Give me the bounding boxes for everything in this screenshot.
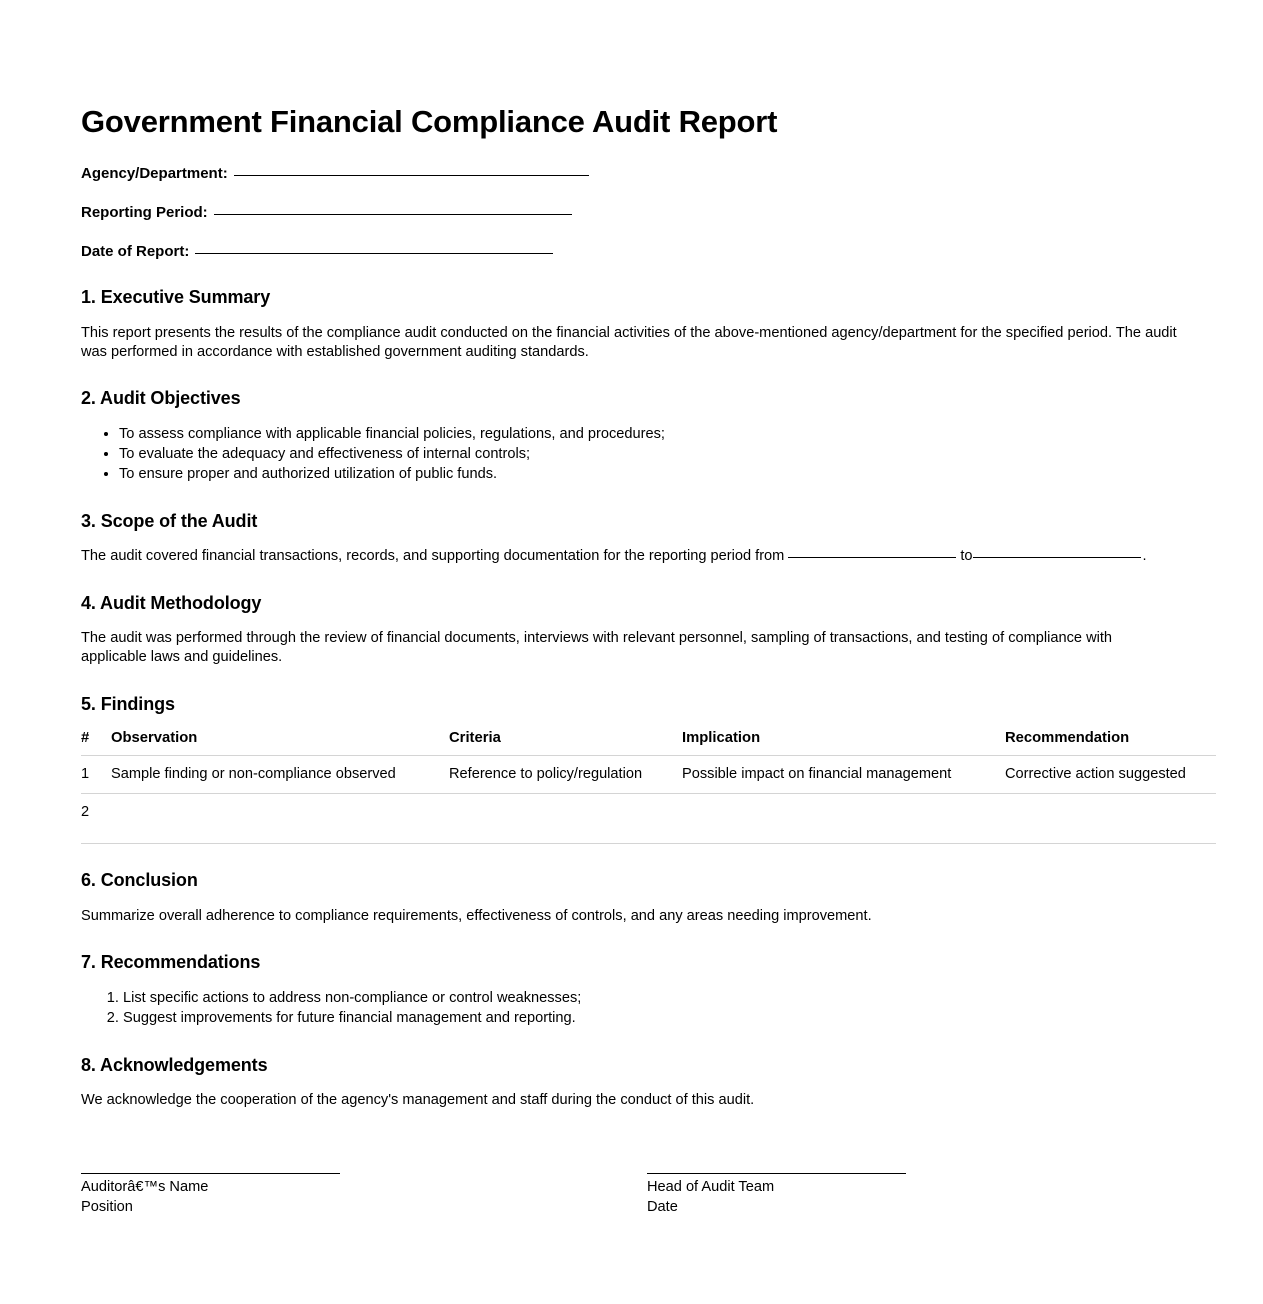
- agency-department-input[interactable]: [234, 175, 589, 176]
- meta-label-reporting-period: Reporting Period:: [81, 204, 208, 222]
- signature-block-head-of-audit: [647, 1173, 906, 1217]
- paragraph-acknowledgements: We acknowledge the cooperation of the agency's management and staff during the conduct of this audit.: [81, 1092, 755, 1109]
- table-row: [81, 794, 1216, 844]
- list-item: • To ensure proper and authorized utilization of public funds.: [119, 465, 1180, 485]
- cell-recommendation[interactable]: [1005, 794, 1216, 844]
- heading-acknowledgements: 8. Acknowledgements: [81, 1054, 268, 1075]
- heading-findings: 5. Findings: [81, 693, 175, 714]
- column-header-number: #: [81, 730, 111, 756]
- scope-text-after: .: [1142, 548, 1147, 565]
- heading-conclusion: 6. Conclusion: [81, 870, 198, 891]
- cell-criteria[interactable]: [449, 794, 682, 844]
- meta-label-agency: Agency/Department:: [81, 165, 228, 183]
- list-item: • To evaluate the adequacy and effectiveness of internal controls;: [119, 445, 1180, 465]
- signature-line-auditor[interactable]: [81, 1173, 340, 1174]
- cell-recommendation[interactable]: Corrective action suggested: [1005, 756, 1216, 794]
- date-of-report-input[interactable]: [195, 253, 553, 254]
- findings-table: [81, 730, 1216, 844]
- cell-criteria[interactable]: Reference to policy/regulation: [449, 756, 682, 794]
- signature-label-auditor-position: Position: [81, 1198, 133, 1215]
- column-header-criteria: Criteria: [449, 730, 682, 756]
- list-recommendations: [81, 989, 1180, 1029]
- paragraph-scope: [81, 547, 1179, 566]
- paragraph-methodology: The audit was performed through the review of financial documents, interviews with relevant personnel, sampling of transactions, and testing of compliance with applicable laws and guidelines.: [81, 630, 1113, 666]
- scope-text-before: The audit covered financial transactions, records, and supporting documentation for the reporting period from: [81, 548, 785, 565]
- signature-section: [81, 1173, 1180, 1253]
- list-item: 2. Suggest improvements for future financial management and reporting.: [123, 1009, 1180, 1029]
- table-row: [81, 756, 1216, 794]
- column-header-recommendation: Recommendation: [1005, 730, 1216, 756]
- signature-label-date: Date: [647, 1198, 678, 1215]
- meta-field-reporting-period: [81, 204, 1180, 222]
- paragraph-executive-summary: This report presents the results of the compliance audit conducted on the financial activities of the above-mentioned agency/department for the specified period. The audit was performed in accordance with established government auditing standards.: [81, 324, 1177, 360]
- heading-executive-summary: 1. Executive Summary: [81, 287, 271, 308]
- page-title: Government Financial Compliance Audit Report: [81, 104, 778, 139]
- paragraph-conclusion: Summarize overall adherence to compliance requirements, effectiveness of controls, and any areas needing improvement.: [81, 907, 872, 924]
- list-item: 1. List specific actions to address non-compliance or control weaknesses;: [123, 989, 1180, 1009]
- table-header-row: [81, 730, 1216, 756]
- cell-observation[interactable]: [111, 794, 449, 844]
- meta-field-agency: [81, 165, 1180, 183]
- meta-label-date-of-report: Date of Report:: [81, 243, 190, 261]
- cell-number: 1: [81, 756, 111, 794]
- reporting-period-input[interactable]: [214, 214, 572, 215]
- list-item: • To assess compliance with applicable financial policies, regulations, and procedures;: [119, 425, 1180, 445]
- column-header-observation: Observation: [111, 730, 449, 756]
- signature-line-head-of-audit[interactable]: [647, 1173, 906, 1174]
- scope-text-middle: to: [960, 548, 973, 565]
- signature-label-head-of-audit: Head of Audit Team: [647, 1179, 775, 1196]
- cell-implication[interactable]: [682, 794, 1005, 844]
- cell-number: 2: [81, 794, 111, 844]
- heading-recommendations: 7. Recommendations: [81, 952, 261, 973]
- meta-field-date-of-report: [81, 243, 1180, 261]
- scope-period-to-input[interactable]: [973, 557, 1141, 558]
- cell-implication[interactable]: Possible impact on financial management: [682, 756, 1005, 794]
- heading-audit-objectives: 2. Audit Objectives: [81, 388, 241, 409]
- heading-audit-methodology: 4. Audit Methodology: [81, 592, 262, 613]
- column-header-implication: Implication: [682, 730, 1005, 756]
- signature-label-auditor-name: Auditorâ€™s Name: [81, 1179, 209, 1196]
- cell-observation[interactable]: Sample finding or non-compliance observed: [111, 756, 449, 794]
- signature-block-auditor: [81, 1173, 340, 1217]
- heading-scope-of-audit: 3. Scope of the Audit: [81, 510, 258, 531]
- scope-period-from-input[interactable]: [788, 557, 956, 558]
- list-audit-objectives: [81, 425, 1180, 485]
